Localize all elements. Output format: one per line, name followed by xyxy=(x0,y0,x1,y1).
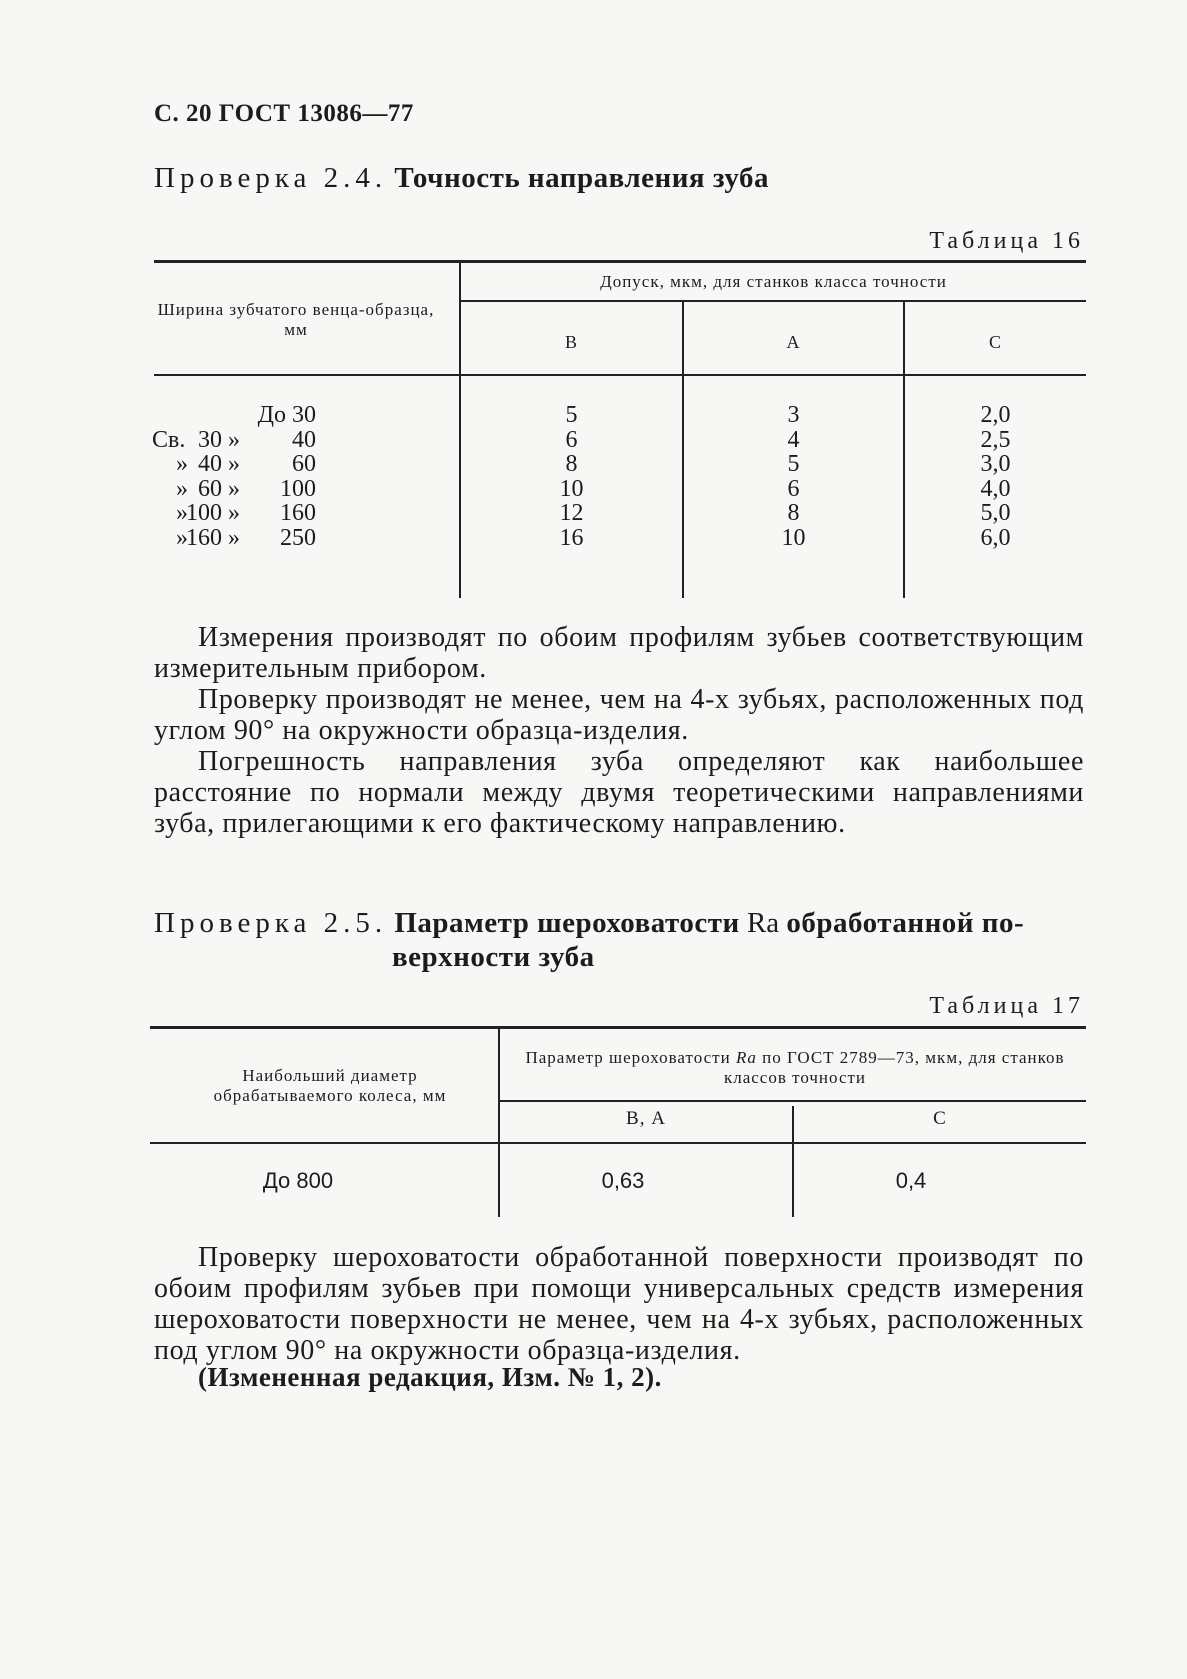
table-17-class-c: С xyxy=(933,1108,947,1129)
table-row xyxy=(150,428,316,453)
cell-c: 5,0 xyxy=(980,500,1011,526)
table-row xyxy=(150,403,316,428)
cell-a: 6 xyxy=(787,475,800,502)
amendment-note: (Измененная редакция, Изм. № 1, 2). xyxy=(198,1362,662,1392)
table-16-header-rule xyxy=(154,374,1086,376)
table-16-group-header: Допуск, мкм, для станков класса точности xyxy=(600,272,947,291)
cell-c: 6,0 xyxy=(980,524,1011,551)
table-17-group-rule xyxy=(500,1100,1086,1102)
paragraph: Проверку производят не менее, чем на 4-х зубьях, расположенных под углом 90° на окружности образца-изделия. xyxy=(154,684,1084,746)
table-16-width-column xyxy=(150,403,316,550)
range-from: 100 » xyxy=(186,500,240,526)
cell-b: 16 xyxy=(559,524,584,551)
range-from: 30 » xyxy=(198,426,240,453)
table-row xyxy=(150,526,316,551)
range-to: 40 xyxy=(292,426,316,453)
table-16-column-c xyxy=(905,403,1086,550)
section-2-5-label: Проверка 2.5. xyxy=(154,907,388,939)
section-2-5-title-part2: обработанной по- xyxy=(786,907,1025,939)
table-17-cell-ba: 0,63 xyxy=(601,1168,645,1193)
cell-b: 10 xyxy=(559,475,584,502)
cell-c: 2,0 xyxy=(980,402,1011,428)
range-prefix: » xyxy=(176,451,188,477)
cell-a: 5 xyxy=(787,451,800,477)
table-17-cell-diameter: До 800 xyxy=(262,1168,334,1193)
table-17-caption: Таблица 17 xyxy=(929,993,1084,1019)
ra-symbol: Ra xyxy=(746,907,780,939)
paragraph: Погрешность направления зуба определяют как наибольшее расстояние по нормали между двумя теоретическими направлениями зуба, прилегающими к его фактическому направлению. xyxy=(154,746,1084,839)
section-2-5-title-part1: Параметр шероховатости xyxy=(394,907,740,939)
table-row xyxy=(150,477,316,502)
range-from: 60 » xyxy=(198,475,240,502)
cell-a: 8 xyxy=(787,500,800,526)
table-16-class-b: В xyxy=(564,332,578,352)
table-row xyxy=(150,452,316,477)
paragraph: Проверку шероховатости обработанной поверхности производят по обоим профилям зубьев при помощи универсальных средств измерения шероховатости поверхности не менее, чем на 4-х зубьях, расположенных под углом 90° на окружности образца-изделия. xyxy=(154,1242,1084,1366)
section-2-4-text xyxy=(154,622,1084,839)
range-prefix: Св. xyxy=(152,426,186,453)
ra-symbol: Ra xyxy=(735,1048,757,1067)
table-16-column-a xyxy=(684,403,903,550)
table-17-cell-c: 0,4 xyxy=(895,1168,927,1193)
section-2-5-text xyxy=(154,1242,1084,1366)
section-2-5-heading xyxy=(154,906,1084,974)
group-header-pre: Параметр шероховатости xyxy=(525,1048,731,1067)
cell-b: 6 xyxy=(565,426,578,453)
table-16-header-width: Ширина зубчатого венца-образца, мм xyxy=(157,300,435,339)
cell-a: 10 xyxy=(781,524,806,551)
cell-c: 2,5 xyxy=(980,426,1011,453)
cell-a: 4 xyxy=(787,426,800,453)
table-17-header-diameter: Наибольший диаметр обрабатываемого колеса, мм xyxy=(213,1066,447,1105)
table-16-column-b xyxy=(461,403,682,550)
width-range-label: До 30 xyxy=(257,402,316,428)
range-prefix: » xyxy=(176,500,188,526)
table-16-top-rule xyxy=(154,260,1086,263)
range-to: 160 xyxy=(280,500,316,526)
table-16-caption: Таблица 16 xyxy=(929,228,1084,254)
table-17-class-ba: В, А xyxy=(626,1108,666,1129)
table-16-class-a: А xyxy=(786,332,801,352)
cell-b: 5 xyxy=(565,402,578,428)
cell-c: 4,0 xyxy=(980,475,1011,502)
table-17-header-rule xyxy=(150,1142,1086,1144)
range-to: 100 xyxy=(280,475,316,502)
group-header-post: по ГОСТ 2789—73, мкм, для станков классов точности xyxy=(723,1048,1065,1087)
range-prefix: » xyxy=(176,524,188,551)
section-2-4-heading xyxy=(154,162,769,195)
running-head: С. 20 ГОСТ 13086—77 xyxy=(154,100,414,127)
table-17-group-header xyxy=(505,1048,1085,1088)
range-to: 250 xyxy=(280,524,316,551)
table-16-class-c: С xyxy=(988,332,1002,352)
cell-b: 8 xyxy=(565,451,578,477)
table-row xyxy=(150,501,316,526)
range-prefix: » xyxy=(176,475,188,502)
section-2-4-label: Проверка 2.4. xyxy=(154,162,388,194)
cell-a: 3 xyxy=(787,402,800,428)
range-to: 60 xyxy=(292,451,316,477)
cell-b: 12 xyxy=(559,500,584,526)
table-16-group-rule xyxy=(461,300,1086,302)
section-2-4-title: Точность направления зуба xyxy=(394,162,770,194)
table-17-top-rule xyxy=(150,1026,1086,1029)
range-from: 40 » xyxy=(198,451,240,477)
paragraph: Измерения производят по обоим профилям зубьев соответствующим измерительным прибором. xyxy=(154,622,1084,684)
section-2-5-title-line2: верхности зуба xyxy=(392,941,595,973)
cell-c: 3,0 xyxy=(980,451,1011,477)
range-from: 160 » xyxy=(186,524,240,551)
